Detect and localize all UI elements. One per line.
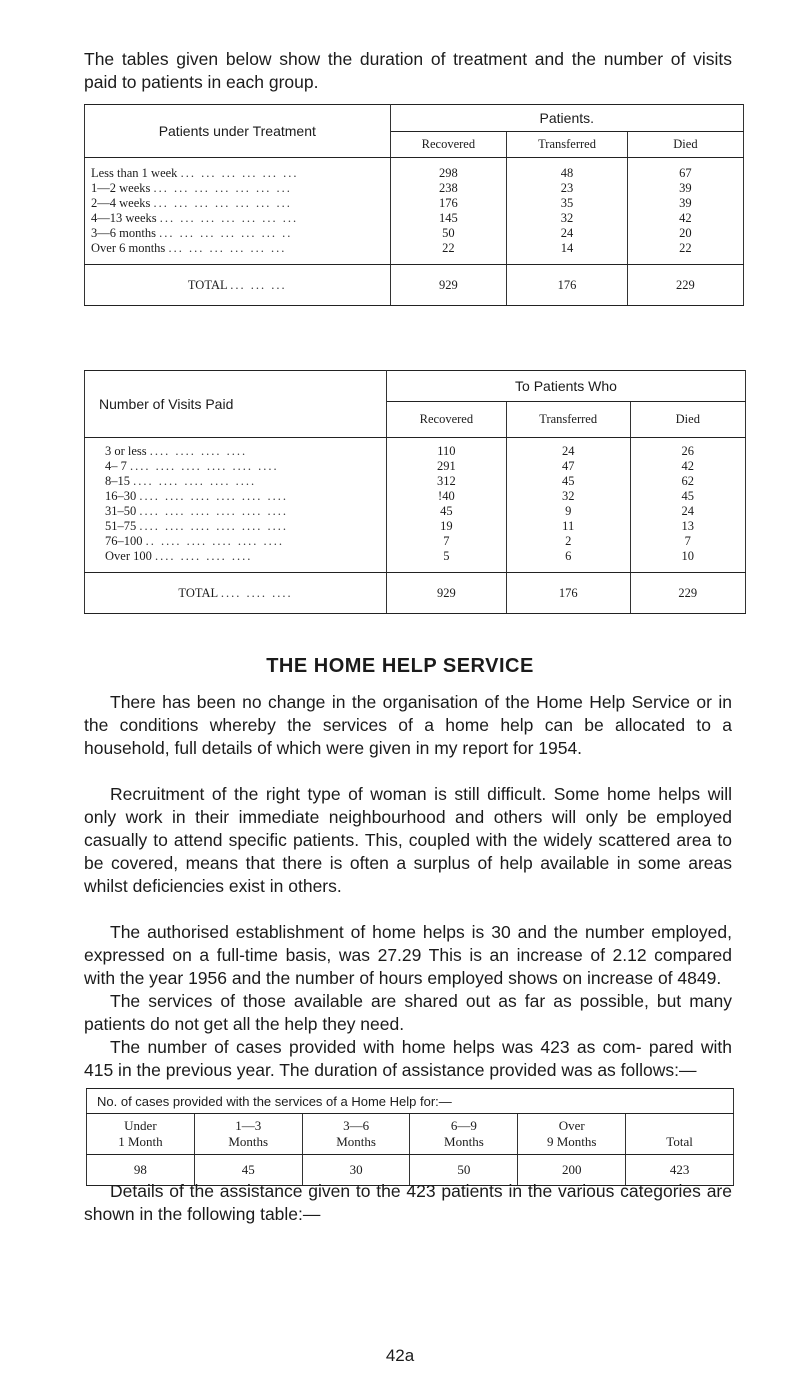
treatment-column-header: Patients under Treatment (85, 105, 391, 158)
cell-died: 45 (630, 489, 745, 504)
header-line: 6—9 (450, 1118, 477, 1133)
cell-transferred: 14 (507, 241, 628, 256)
cell-under-1-month: 98 (87, 1155, 195, 1186)
cell-transferred: 11 (506, 519, 630, 534)
cell-6-9-months: 50 (410, 1155, 518, 1186)
table-row (85, 489, 746, 504)
cell-recovered: 145 (390, 211, 507, 226)
cell-over-9-months: 200 (518, 1155, 626, 1186)
cell-transferred: 24 (507, 226, 628, 241)
table-title: No. of cases provided with the services of a Home Help for:— (87, 1089, 734, 1114)
cell-died: 39 (627, 181, 743, 196)
cell-died: 67 (627, 166, 743, 181)
table-row (85, 444, 746, 459)
leader-dots: ... ... ... ... ... ... ... (159, 211, 299, 225)
table-row (85, 211, 744, 226)
recovered-header: Recovered (390, 131, 507, 158)
cell-died: 10 (630, 549, 745, 564)
row-label: 4—13 weeks (91, 211, 157, 225)
total-died: 229 (627, 265, 743, 306)
closing-paragraph: Details of the assistance given to the 423 patients in the various categories are shown in the following table:— (84, 1181, 732, 1224)
cell-transferred: 9 (506, 504, 630, 519)
total-recovered: 929 (390, 265, 507, 306)
cell-recovered: 238 (390, 181, 507, 196)
table-row (85, 166, 744, 181)
total-label: TOTAL (178, 585, 218, 600)
cell-died: 42 (627, 211, 743, 226)
cell-died: 39 (627, 196, 743, 211)
cell-recovered: 312 (387, 474, 507, 489)
header-line: Months (336, 1134, 376, 1149)
cell-died: 42 (630, 459, 745, 474)
header-line: Total (666, 1134, 693, 1149)
cell-transferred: 47 (506, 459, 630, 474)
cell-died: 24 (630, 504, 745, 519)
row-label: 16–30 (105, 489, 137, 503)
leader-dots: .... .... .... .... .... .... (130, 459, 279, 473)
table-row (85, 504, 746, 519)
header-line: 1—3 (235, 1118, 262, 1133)
intro-paragraph: The tables given below show the duration of treatment and the number of visits paid to patients in each group. (84, 49, 732, 92)
page-number: 42a (385, 1346, 415, 1365)
cell-transferred: 32 (507, 211, 628, 226)
cell-recovered: 176 (390, 196, 507, 211)
row-label: 76–100 (105, 534, 143, 548)
visits-paid-table (84, 370, 746, 614)
table-row (85, 181, 744, 196)
cell-transferred: 32 (506, 489, 630, 504)
patients-group-header: Patients. (390, 105, 743, 132)
leader-dots: .. .... .... .... .... .... (145, 534, 284, 548)
row-label: 3—6 months (91, 226, 156, 240)
leader-dots: .... .... .... .... .... .... (139, 504, 288, 518)
cell-transferred: 35 (507, 196, 628, 211)
cell-recovered: 5 (387, 549, 507, 564)
total-transferred: 176 (507, 265, 628, 306)
row-label: 8–15 (105, 474, 130, 488)
cell-died: 22 (627, 241, 743, 256)
leader-dots: ... ... ... ... ... ... ... (153, 196, 292, 210)
body-paragraph: The authorised establishment of home helps is 30 and the number employed, expressed on a full-time basis, was 27.29 This is an increase of 2.12 compared with the year 1956 and the number of hours employed shows on increase of 4849. (84, 922, 732, 988)
leader-dots: .... .... .... .... .... .... (139, 519, 288, 533)
cell-recovered: 45 (387, 504, 507, 519)
cell-recovered: 110 (387, 444, 507, 459)
table-row (85, 519, 746, 534)
visits-column-header: Number of Visits Paid (85, 371, 387, 438)
transferred-header: Transferred (507, 131, 628, 158)
recovered-header: Recovered (387, 402, 507, 438)
cell-transferred: 45 (506, 474, 630, 489)
body-paragraph: Recruitment of the right type of woman is still difficult. Some home helps will only work in their immediate neighbourhood and others will only be employed casually to attend specific patients. This, coupled with the widely scattered area to be covered, means that there is often a surplus of help available in some areas whilst deficiencies exist in others. (84, 784, 732, 896)
body-paragraph: The number of cases provided with home helps was 423 as com- pared with 415 in the previous year. The duration of assistance provided was as follows:— (84, 1037, 732, 1080)
cell-recovered: !40 (387, 489, 507, 504)
cell-recovered: 50 (390, 226, 507, 241)
cell-3-6-months: 30 (302, 1155, 410, 1186)
leader-dots: .... .... .... (220, 585, 293, 600)
total-row (85, 573, 746, 614)
cell-died: 20 (627, 226, 743, 241)
row-label: 2—4 weeks (91, 196, 151, 210)
total-recovered: 929 (387, 573, 507, 614)
died-header: Died (627, 131, 743, 158)
cell-died: 62 (630, 474, 745, 489)
section-heading: THE HOME HELP SERVICE (266, 655, 534, 677)
transferred-header: Transferred (506, 402, 630, 438)
leader-dots: .... .... .... .... (149, 444, 248, 458)
cell-recovered: 291 (387, 459, 507, 474)
row-label: 4– 7 (105, 459, 127, 473)
cell-recovered: 298 (390, 166, 507, 181)
leader-dots: ... ... ... ... ... ... ... (153, 181, 292, 195)
row-label: 1—2 weeks (91, 181, 151, 195)
header-line: Months (228, 1134, 269, 1149)
leader-dots: ... ... ... ... ... ... .. (159, 226, 293, 240)
leader-dots: ... ... ... ... ... ... (180, 166, 299, 180)
leader-dots: ... ... ... ... ... ... (168, 241, 287, 255)
header-line: 9 Months (546, 1134, 597, 1149)
table-row (85, 549, 746, 564)
cell-died: 13 (630, 519, 745, 534)
cell-1-3-months: 45 (194, 1155, 302, 1186)
table-row (85, 241, 744, 256)
table-row (85, 459, 746, 474)
leader-dots: ... ... ... (230, 277, 287, 292)
row-label: 31–50 (105, 504, 137, 518)
cell-recovered: 22 (390, 241, 507, 256)
row-label: Less than 1 week (91, 166, 178, 180)
cell-transferred: 23 (507, 181, 628, 196)
treatment-duration-table (84, 104, 744, 306)
header-line: Months (444, 1134, 484, 1149)
cell-transferred: 6 (506, 549, 630, 564)
cell-total: 423 (626, 1155, 734, 1186)
patients-who-group-header: To Patients Who (387, 371, 746, 402)
cell-died: 7 (630, 534, 745, 549)
home-help-duration-table (86, 1088, 734, 1186)
header-line: Under (124, 1118, 157, 1133)
row-label: 51–75 (105, 519, 137, 533)
row-label: Over 6 months (91, 241, 166, 255)
body-paragraph: The services of those available are shared out as far as possible, but many patients do not get all the help they need. (84, 991, 732, 1034)
cell-transferred: 2 (506, 534, 630, 549)
table-row (85, 474, 746, 489)
table-row (85, 196, 744, 211)
total-row (85, 265, 744, 306)
row-label: Over 100 (105, 549, 152, 563)
cell-recovered: 7 (387, 534, 507, 549)
header-line: Over (558, 1118, 585, 1133)
row-label: 3 or less (105, 444, 147, 458)
total-died: 229 (630, 573, 745, 614)
table-row (85, 534, 746, 549)
body-paragraph: There has been no change in the organisation of the Home Help Service or in the conditions whereby the services of a home help can be allocated to a household, full details of which were given in my report for 1954. (84, 692, 732, 758)
table-row (85, 226, 744, 241)
header-line: 3—6 (343, 1118, 370, 1133)
total-transferred: 176 (506, 573, 630, 614)
cell-transferred: 48 (507, 166, 628, 181)
leader-dots: .... .... .... .... .... (133, 474, 257, 488)
leader-dots: .... .... .... .... .... .... (139, 489, 288, 503)
leader-dots: .... .... .... .... (155, 549, 253, 563)
cell-died: 26 (630, 444, 745, 459)
cell-transferred: 24 (506, 444, 630, 459)
total-label: TOTAL (187, 277, 228, 292)
cell-recovered: 19 (387, 519, 507, 534)
died-header: Died (630, 402, 745, 438)
header-line: 1 Month (118, 1134, 163, 1149)
